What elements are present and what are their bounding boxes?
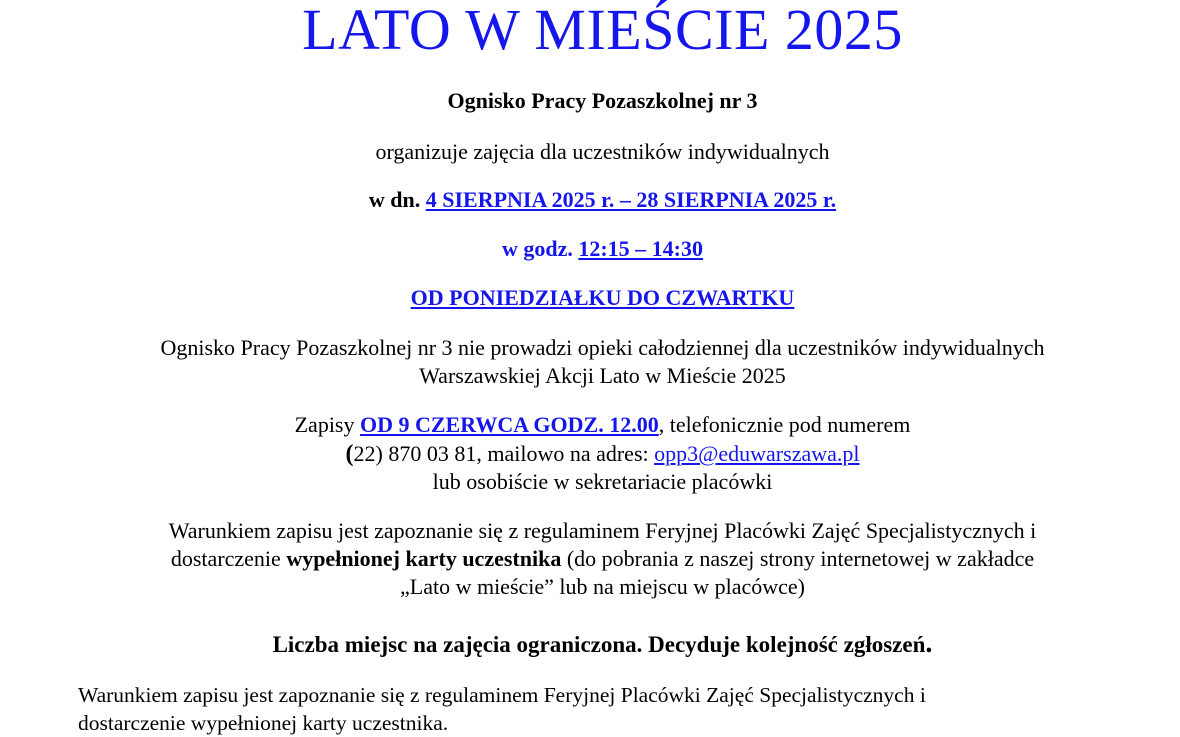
limit-notice: [0, 629, 1180, 659]
page-title: LATO W MIEŚCIE 2025: [302, 0, 903, 62]
conditions-suffix: (do pobrania z naszej strony internetowej w zakładce: [566, 546, 1035, 571]
phone-text: 22) 870 03 81, mailowo na adres:: [353, 441, 649, 466]
dates-line: [0, 185, 1180, 214]
days-line: [0, 283, 1180, 312]
enrollment-phone-text: , telefonicznie pod numerem: [658, 412, 911, 437]
enrollment-line-3: lub osobiście w sekretariacie placówki: [432, 469, 773, 494]
limit-text: Liczba miejsc na zajęcia ograniczona. Decyduje kolejność zgłoszeń: [272, 632, 926, 657]
conditions-prefix: dostarczenie: [170, 546, 281, 571]
enrollment-prefix: Zapisy: [294, 412, 355, 437]
conditions-line-2: [0, 544, 1180, 573]
enrollment-line-1: [0, 410, 1180, 439]
days-link[interactable]: OD PONIEDZIAŁKU DO CZWARTKU: [410, 285, 795, 310]
conditions-line-1: Warunkiem zapisu jest zapoznanie się z regulaminem Feryjnej Placówki Zajęć Specjalistycznych i: [168, 518, 1037, 543]
info-line-1: Ognisko Pracy Pozaszkolnej nr 3 nie prowadzi opieki całodziennej dla uczestników indywidualnych: [160, 335, 1045, 360]
footer-line-1: Warunkiem zapisu jest zapoznanie się z regulaminem Feryjnej Placówki Zajęć Specjalistycznych i: [78, 683, 926, 707]
enrollment-line-2: [0, 439, 1180, 469]
enrollment-start-link[interactable]: OD 9 CZERWCA GODZ. 12.00: [360, 412, 659, 437]
conditions-line-3: „Lato w mieście” lub na miejscu w placówce): [399, 574, 805, 599]
dates-range-link[interactable]: 4 SIERPNIA 2025 r. – 28 SIERPNIA 2025 r.: [425, 187, 837, 212]
hours-line: [0, 234, 1180, 263]
organizer-heading: Ognisko Pracy Pozaszkolnej nr 3: [447, 88, 758, 113]
info-line-2: Warszawskiej Akcji Lato w Mieście 2025: [419, 363, 786, 388]
hours-range-link[interactable]: 12:15 – 14:30: [578, 236, 704, 261]
hours-prefix: w godz.: [501, 236, 573, 261]
limit-dot: .: [925, 628, 933, 659]
email-link[interactable]: opp3@eduwarszawa.pl: [654, 441, 860, 466]
conditions-bold-text: wypełnionej karty uczestnika: [286, 546, 562, 571]
footer-line-2: dostarczenie wypełnionej karty uczestnika.: [78, 711, 449, 735]
dates-prefix: w dn.: [368, 187, 421, 212]
open-paren: (: [345, 441, 354, 467]
organizes-text: organizuje zajęcia dla uczestników indywidualnych: [375, 139, 830, 164]
